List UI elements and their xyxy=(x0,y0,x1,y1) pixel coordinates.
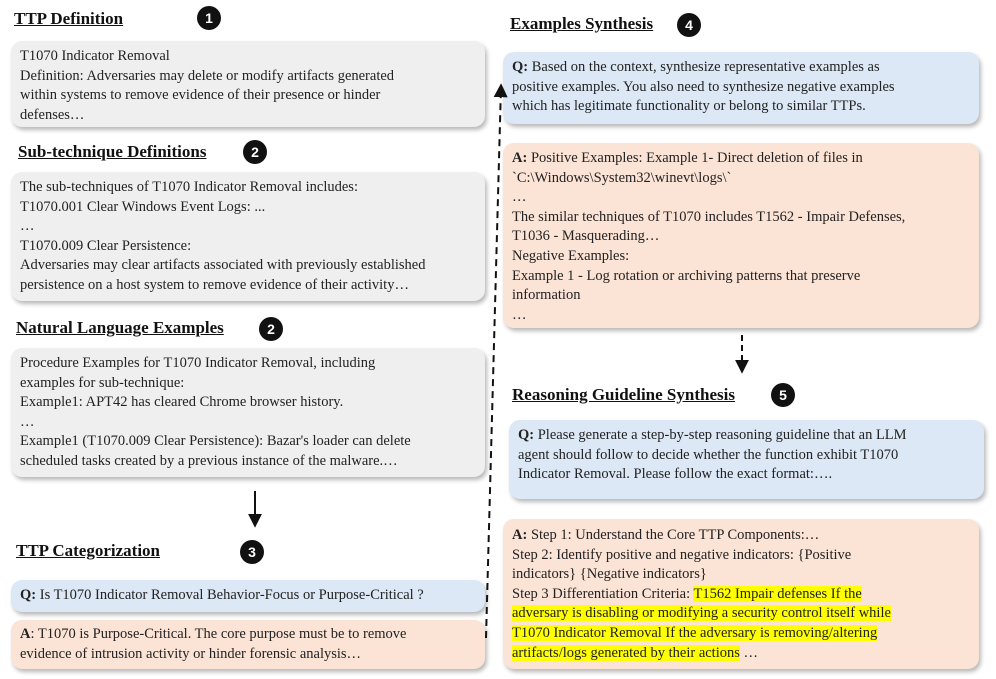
examples-answer-box xyxy=(503,143,979,328)
answer-label: A: xyxy=(512,150,528,166)
subtechnique-box xyxy=(11,172,485,301)
nl-examples-box xyxy=(11,348,485,477)
subtechnique-line: T1070.009 Clear Persistence: xyxy=(20,237,192,254)
highlighted-criteria: artifacts/logs generated by their actions xyxy=(512,644,740,661)
step-1-badge: 1 xyxy=(197,6,221,30)
reasoning-step-2-cont: indicators} {Negative indicators} xyxy=(512,566,707,583)
examples-answer-line: Positive Examples: Example 1- Direct deletion of files in xyxy=(527,150,863,166)
examples-answer-line: T1036 - Masquerading… xyxy=(512,228,660,245)
ttp-definition-box xyxy=(11,41,485,127)
examples-synthesis-heading: Examples Synthesis xyxy=(510,14,654,33)
examples-answer-line: … xyxy=(512,189,527,206)
categorization-answer-line: evidence of intrusion activity or hinder forensic analysis… xyxy=(20,645,362,662)
question-label: Q: xyxy=(512,59,529,75)
examples-answer-line: Negative Examples: xyxy=(512,247,630,264)
reasoning-answer-box xyxy=(503,519,979,669)
categorization-question-box xyxy=(11,580,485,612)
nl-example-line: scheduled tasks created by a previous instance of the malware.… xyxy=(20,452,398,469)
subtechnique-line: T1070.001 Clear Windows Event Logs: ... xyxy=(20,198,266,215)
reasoning-question-box xyxy=(509,420,984,499)
highlighted-criteria: T1070 Indicator Removal If the adversary is removing/altering xyxy=(512,624,878,641)
reasoning-question-line: Indicator Removal. Please follow the exact format:…. xyxy=(518,466,833,483)
nl-examples-heading: Natural Language Examples xyxy=(16,318,224,337)
examples-question-line: positive examples. You also need to synthesize negative examples xyxy=(512,78,895,95)
reasoning-question-line: agent should follow to decide whether the function exhibit T1070 xyxy=(518,446,899,463)
examples-answer-line: Example 1 - Log rotation or archiving patterns that preserve xyxy=(512,267,861,284)
reasoning-step-2: Step 2: Identify positive and negative indicators: {Positive xyxy=(512,546,852,563)
ttp-definition-heading: TTP Definition xyxy=(14,9,124,28)
reasoning-step-3: Step 3 Differentiation Criteria: xyxy=(512,585,694,602)
ttp-definition-line: defenses… xyxy=(20,106,85,123)
step-4-badge: 4 xyxy=(677,13,701,37)
subtechnique-line: Adversaries may clear artifacts associated with previously established xyxy=(20,257,426,274)
reasoning-step-1: Step 1: Understand the Core TTP Components:… xyxy=(527,527,820,543)
nl-example-line: Example1: APT42 has cleared Chrome browser history. xyxy=(20,394,344,411)
step-5-badge: 5 xyxy=(771,383,795,407)
answer-label: A: xyxy=(512,527,528,543)
nl-example-line: … xyxy=(20,413,35,430)
arrow-to-examples-synthesis xyxy=(486,86,501,638)
examples-question-line: Based on the context, synthesize representative examples as xyxy=(528,59,880,75)
ttp-definition-line: T1070 Indicator Removal xyxy=(20,48,170,64)
examples-answer-line: … xyxy=(512,306,527,323)
step-2-badge: 2 xyxy=(243,140,267,164)
examples-question-box xyxy=(503,52,979,124)
ttp-definition-line: within systems to remove evidence of their presence or hinder xyxy=(20,87,381,104)
question-label: Q: xyxy=(518,427,535,443)
nl-example-line: Example1 (T1070.009 Clear Persistence): Bazar's loader can delete xyxy=(20,433,411,450)
examples-question-line: which has legitimate functionality or belong to similar TTPs. xyxy=(512,98,866,115)
ttp-definition-line: Definition: Adversaries may delete or modify artifacts generated xyxy=(20,67,395,84)
subtechnique-line: The sub-techniques of T1070 Indicator Removal includes: xyxy=(20,179,358,195)
highlighted-criteria: T1562 Impair defenses If the xyxy=(693,585,862,602)
nl-example-line: Procedure Examples for T1070 Indicator Removal, including xyxy=(20,355,376,371)
examples-answer-line: `C:\Windows\System32\winevt\logs\` xyxy=(512,169,732,186)
step-3-badge: 3 xyxy=(240,540,264,564)
categorization-answer-line: : T1070 is Purpose-Critical. The core purpose must be to remove xyxy=(30,626,407,642)
categorization-question: Is T1070 Indicator Removal Behavior-Focus or Purpose-Critical ? xyxy=(36,587,424,603)
highlighted-criteria: adversary is disabling or modifying a security control itself while xyxy=(512,605,891,622)
answer-label: A xyxy=(20,626,31,642)
nl-example-line: examples for sub-technique: xyxy=(20,374,185,391)
reasoning-ellipsis: … xyxy=(739,644,759,661)
subtechnique-line: … xyxy=(20,218,35,235)
step-2b-badge: 2 xyxy=(259,317,283,341)
subtechnique-line: persistence on a host system to remove evidence of their activity… xyxy=(20,276,409,293)
categorization-answer-box xyxy=(11,620,485,669)
reasoning-question-line: Please generate a step-by-step reasoning guideline that an LLM xyxy=(534,427,907,443)
reasoning-heading: Reasoning Guideline Synthesis xyxy=(512,385,735,404)
categorization-heading: TTP Categorization xyxy=(16,541,161,560)
subtechnique-heading: Sub-technique Definitions xyxy=(18,142,207,161)
examples-answer-line: The similar techniques of T1070 includes T1562 - Impair Defenses, xyxy=(512,208,906,225)
question-label: Q: xyxy=(20,587,37,603)
examples-answer-line: information xyxy=(512,287,581,304)
